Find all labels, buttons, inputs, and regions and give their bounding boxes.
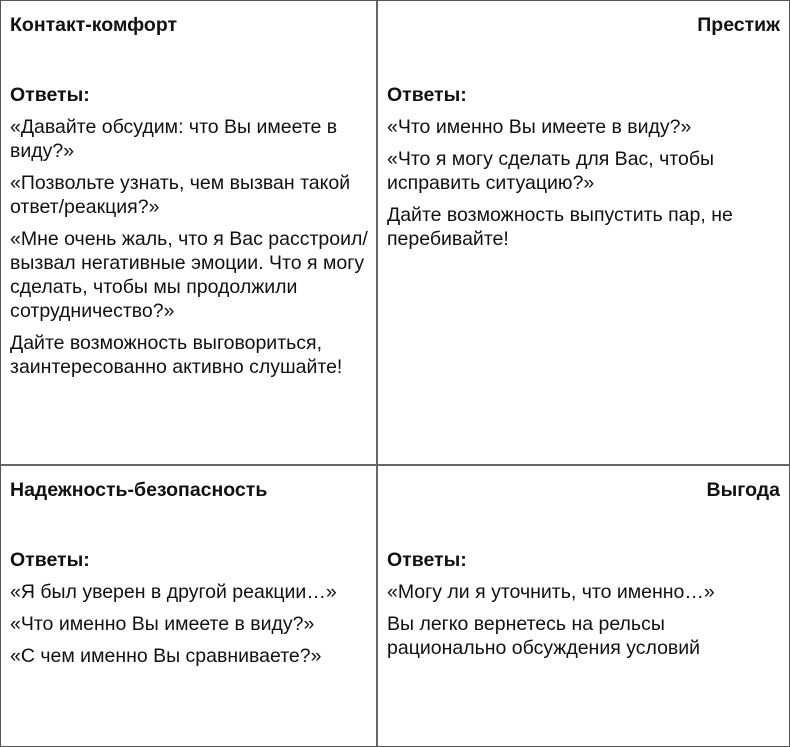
answer-item: «С чем именно Вы сравниваете?» bbox=[10, 645, 322, 667]
answers-label: Ответы: bbox=[10, 84, 90, 106]
answers-label: Ответы: bbox=[387, 549, 467, 571]
answers-label: Ответы: bbox=[10, 549, 90, 571]
answer-item: Дайте возможность выговориться, заинтересованно активно слушайте! bbox=[10, 332, 343, 378]
answer-item: «Позвольте узнать, чем вызван такой ответ/реакция?» bbox=[10, 172, 351, 218]
quadrant-title: Выгода bbox=[706, 479, 780, 501]
quadrant-benefit bbox=[378, 466, 789, 746]
answer-item: «Давайте обсудим: что Вы имеете в виду?» bbox=[10, 116, 338, 162]
answer-item: Дайте возможность выпустить пар, не перебивайте! bbox=[387, 204, 733, 250]
quadrant-title: Престиж bbox=[697, 14, 780, 36]
answer-item: «Что именно Вы имеете в виду?» bbox=[387, 116, 692, 138]
quadrant-prestige bbox=[378, 1, 789, 466]
answer-item: «Могу ли я уточнить, что именно…» bbox=[387, 581, 715, 603]
answer-item: Вы легко вернетесь на рельсы рационально обсуждения условий bbox=[387, 613, 701, 659]
answer-item: «Что я могу сделать для Вас, чтобы исправить ситуацию?» bbox=[387, 148, 715, 194]
answer-item: «Что именно Вы имеете в виду?» bbox=[10, 613, 315, 635]
answer-item: «Я был уверен в другой реакции…» bbox=[10, 581, 337, 603]
quadrant-title: Контакт-комфорт bbox=[10, 14, 178, 36]
answer-item: «Мне очень жаль, что я Вас расстроил/вызвал негативные эмоции. Что я могу сделать, чтобы мы продолжили сотрудничество?» bbox=[10, 228, 368, 322]
quadrant-reliability-safety bbox=[1, 466, 378, 746]
quadrant-contact-comfort bbox=[1, 1, 378, 466]
quadrant-title: Надежность-безопасность bbox=[10, 479, 268, 501]
answers-label: Ответы: bbox=[387, 84, 467, 106]
